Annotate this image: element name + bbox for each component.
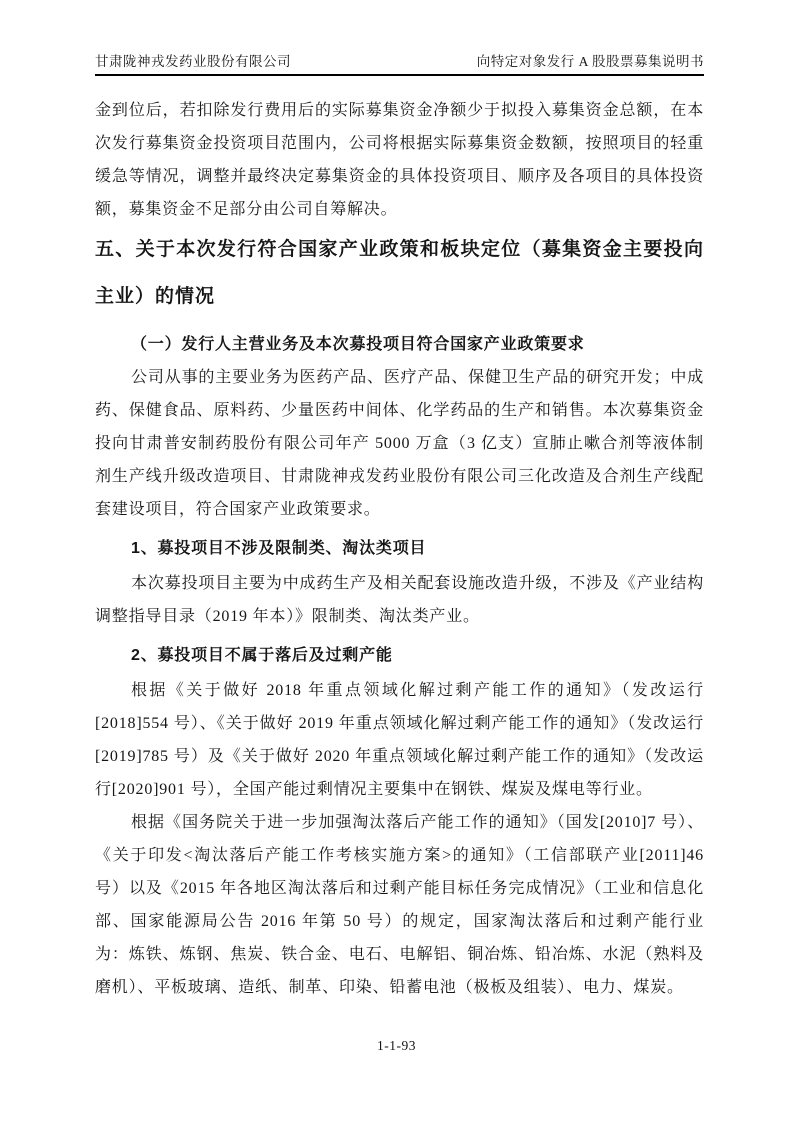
- item-heading-1: 1、募投项目不涉及限制类、淘汰类项目: [131, 540, 427, 557]
- page-footer: [0, 1038, 793, 1054]
- paragraph-overcapacity-notices: 根据《关于做好 2018 年重点领域化解过剩产能工作的通知》（发改运行[2018]554 号）、《关于做好 2019 年重点领域化解过剩产能工作的通知》（发改运行[2019]785 号）及《关于做好 2020 年重点领域化解过剩产能工作的通知》（发改运行[2020]901 号），全国产能过剩情况主要集中在钢铁、煤炭及煤电等行业。: [95, 682, 704, 798]
- header-divider-line: [95, 74, 704, 76]
- paragraph-main-business: 公司从事的主要业务为医药产品、医疗产品、保健卫生产品的研究开发；中成药、保健食品、原料药、少量医药中间体、化学药品的生产和销售。本次募集资金投向甘肃普安制药股份有限公司年产 5000 万盒（3 亿支）宣肺止嗽合剂等液体制剂生产线升级改造项目、甘肃陇神戎发药业股份有限公司三化改造及合剂生产线配套建设项目，符合国家产业政策要求。: [95, 369, 704, 518]
- subsection-heading-1: （一）发行人主营业务及本次募投项目符合国家产业政策要求: [131, 336, 585, 353]
- paragraph-fund-adjustment: 金到位后，若扣除发行费用后的实际募集资金净额少于拟投入募集资金总额，在本次发行募集资金投资项目范围内，公司将根据实际募集资金数额，按照项目的轻重缓急等情况，调整并最终决定募集资金的具体投资项目、顺序及各项目的具体投资额，募集资金不足部分由公司自筹解决。: [95, 102, 704, 218]
- section-heading-5: 五、关于本次发行符合国家产业政策和板块定位（募集资金主要投向主业）的情况: [95, 239, 704, 307]
- header-company-name: 甘肃陇神戎发药业股份有限公司: [95, 54, 291, 69]
- page-header: [95, 50, 704, 70]
- page-number: 1-1-93: [377, 1038, 416, 1053]
- paragraph-not-restricted: 本次募投项目主要为中成药生产及相关配套设施改造升级，不涉及《产业结构调整指导目录（2019 年本）》限制类、淘汰类产业。: [95, 575, 704, 625]
- document-body: [95, 94, 704, 1004]
- item-heading-2: 2、募投项目不属于落后及过剩产能: [131, 647, 393, 664]
- paragraph-eliminated-industries: 根据《国务院关于进一步加强淘汰落后产能工作的通知》（国发[2010]7 号）、《关于印发<淘汰落后产能工作考核实施方案>的通知》（工信部联产业[2011]46 号）以及《2015 年各地区淘汰落后和过剩产能目标任务完成情况》（工业和信息化部、国家能源局公告 2016 年第 50 号）的规定，国家淘汰落后和过剩产能行业为：炼铁、炼钢、焦炭、铁合金、电石、电解铝、铜冶炼、铅冶炼、水泥（熟料及磨机）、平板玻璃、造纸、制革、印染、铅蓄电池（极板及组装）、电力、煤炭。: [95, 814, 704, 996]
- header-document-title: 向特定对象发行 A 股股票募集说明书: [476, 54, 704, 69]
